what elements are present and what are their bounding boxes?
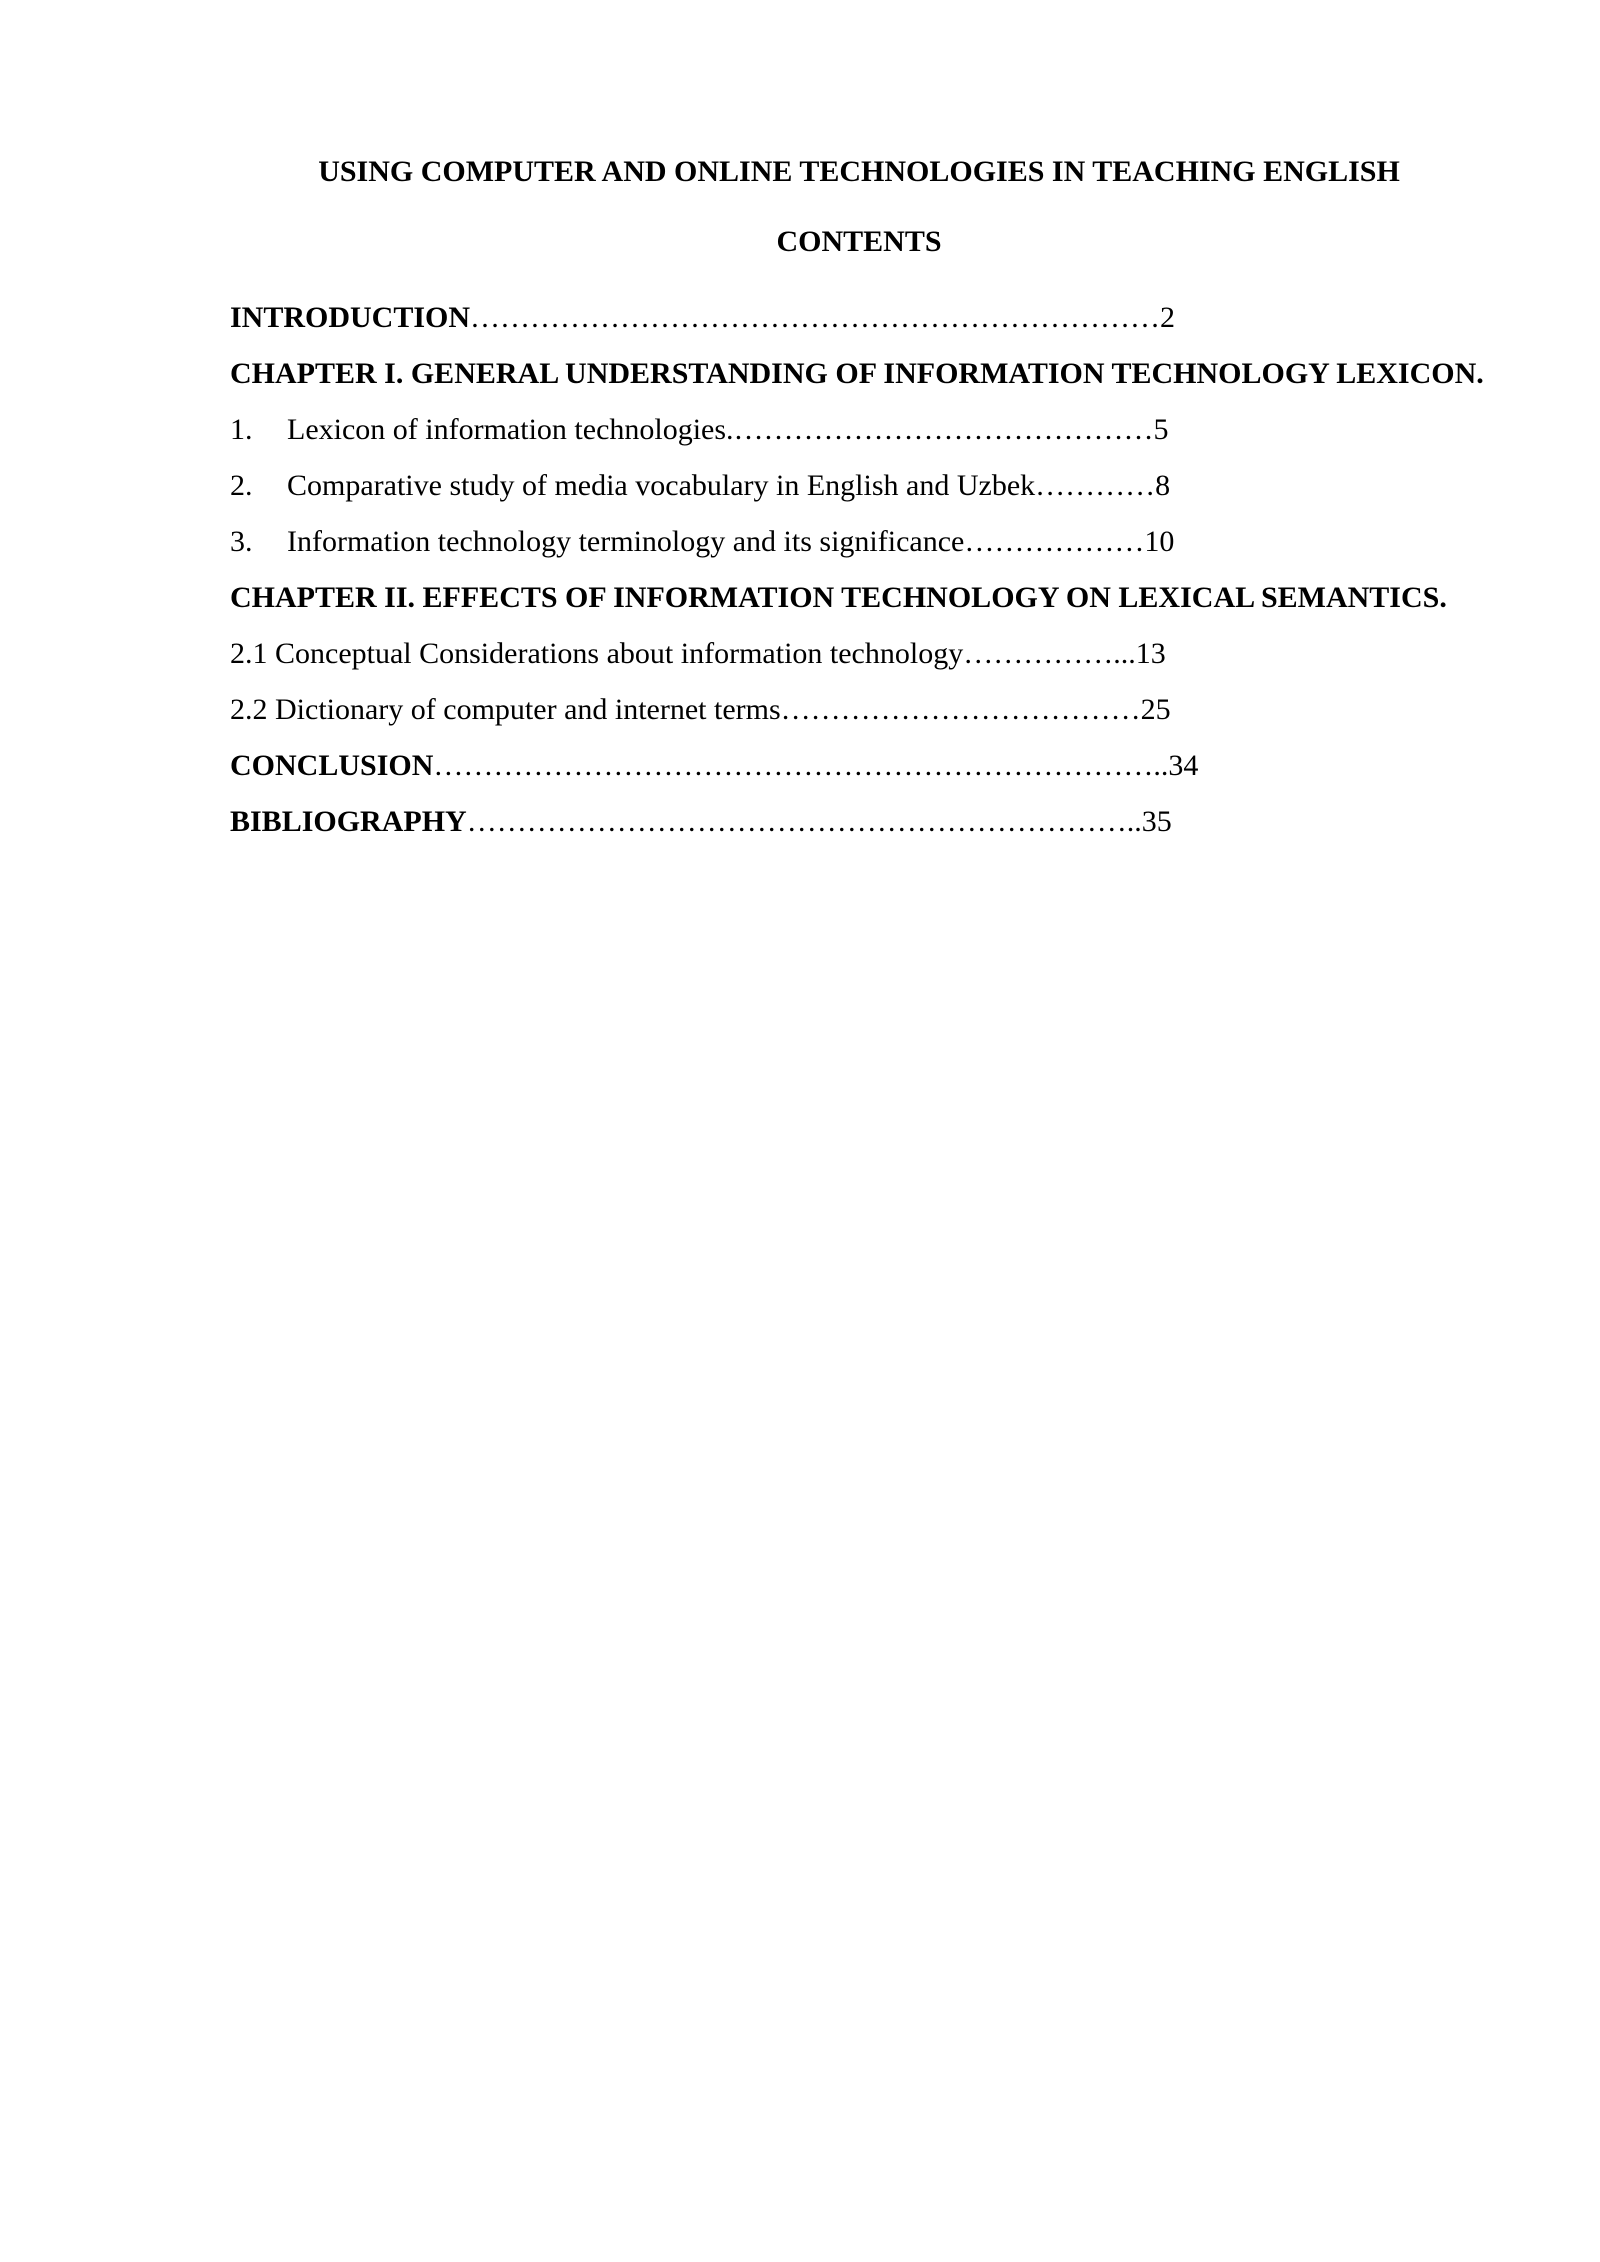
toc-leader: ……………... — [963, 637, 1136, 670]
toc-leader: ……………… — [964, 525, 1145, 558]
toc-leader: ………… — [1035, 469, 1156, 502]
toc-leader: ……………………………… — [780, 693, 1141, 726]
toc-entry-bibliography — [230, 794, 1488, 850]
toc-entry-number: 3. — [230, 525, 253, 558]
toc-entry-title: Comparative study of media vocabulary in English and Uzbek — [287, 469, 1036, 502]
toc-page-number: 2 — [1160, 301, 1176, 334]
toc-entry-ch2-item2 — [230, 682, 1488, 738]
contents-heading: CONTENTS — [776, 225, 942, 258]
toc-entry-number: 2. — [230, 469, 253, 502]
toc-page-number: 10 — [1144, 525, 1175, 558]
toc-entry-conclusion — [230, 738, 1488, 794]
toc-entry-ch1-item1 — [230, 402, 1488, 458]
table-of-contents — [230, 290, 1488, 850]
toc-leader: ……………………………………………………………….. — [433, 749, 1169, 782]
toc-entry-title: Lexicon of information technologies. — [287, 413, 734, 446]
toc-leader: ………………………………………………………….. — [466, 805, 1142, 838]
toc-entry-ch2-item1 — [230, 626, 1488, 682]
toc-entry-ch1-item3 — [230, 514, 1488, 570]
toc-entry-title: INTRODUCTION — [230, 301, 471, 334]
toc-page-number: 8 — [1155, 469, 1171, 502]
document-title: USING COMPUTER AND ONLINE TECHNOLOGIES IN TEACHING ENGLISH — [318, 155, 1400, 188]
toc-page-number: 5 — [1153, 413, 1169, 446]
toc-chapter-1-heading: CHAPTER I. GENERAL UNDERSTANDING OF INFORMATION TECHNOLOGY LEXICON. — [230, 357, 1484, 390]
toc-entry-title: BIBLIOGRAPHY — [230, 805, 467, 838]
toc-page-number: 13 — [1135, 637, 1166, 670]
toc-entry-introduction — [230, 290, 1488, 346]
toc-entry-number: 1. — [230, 413, 253, 446]
toc-entry-title: CONCLUSION — [230, 749, 434, 782]
toc-page-number: 34 — [1168, 749, 1199, 782]
toc-entry-ch1-item2 — [230, 458, 1488, 514]
toc-entry-title: 2.1 Conceptual Considerations about information technology — [230, 637, 964, 670]
toc-page-number: 25 — [1140, 693, 1171, 726]
toc-leader: …………………………………………………………… — [470, 301, 1161, 334]
toc-leader: …………………………………… — [733, 413, 1154, 446]
toc-entry-title: Information technology terminology and its significance — [287, 525, 965, 558]
toc-entry-title: 2.2 Dictionary of computer and internet terms — [230, 693, 781, 726]
toc-chapter-2-heading: CHAPTER II. EFFECTS OF INFORMATION TECHNOLOGY ON LEXICAL SEMANTICS. — [230, 581, 1447, 614]
toc-page-number: 35 — [1141, 805, 1172, 838]
